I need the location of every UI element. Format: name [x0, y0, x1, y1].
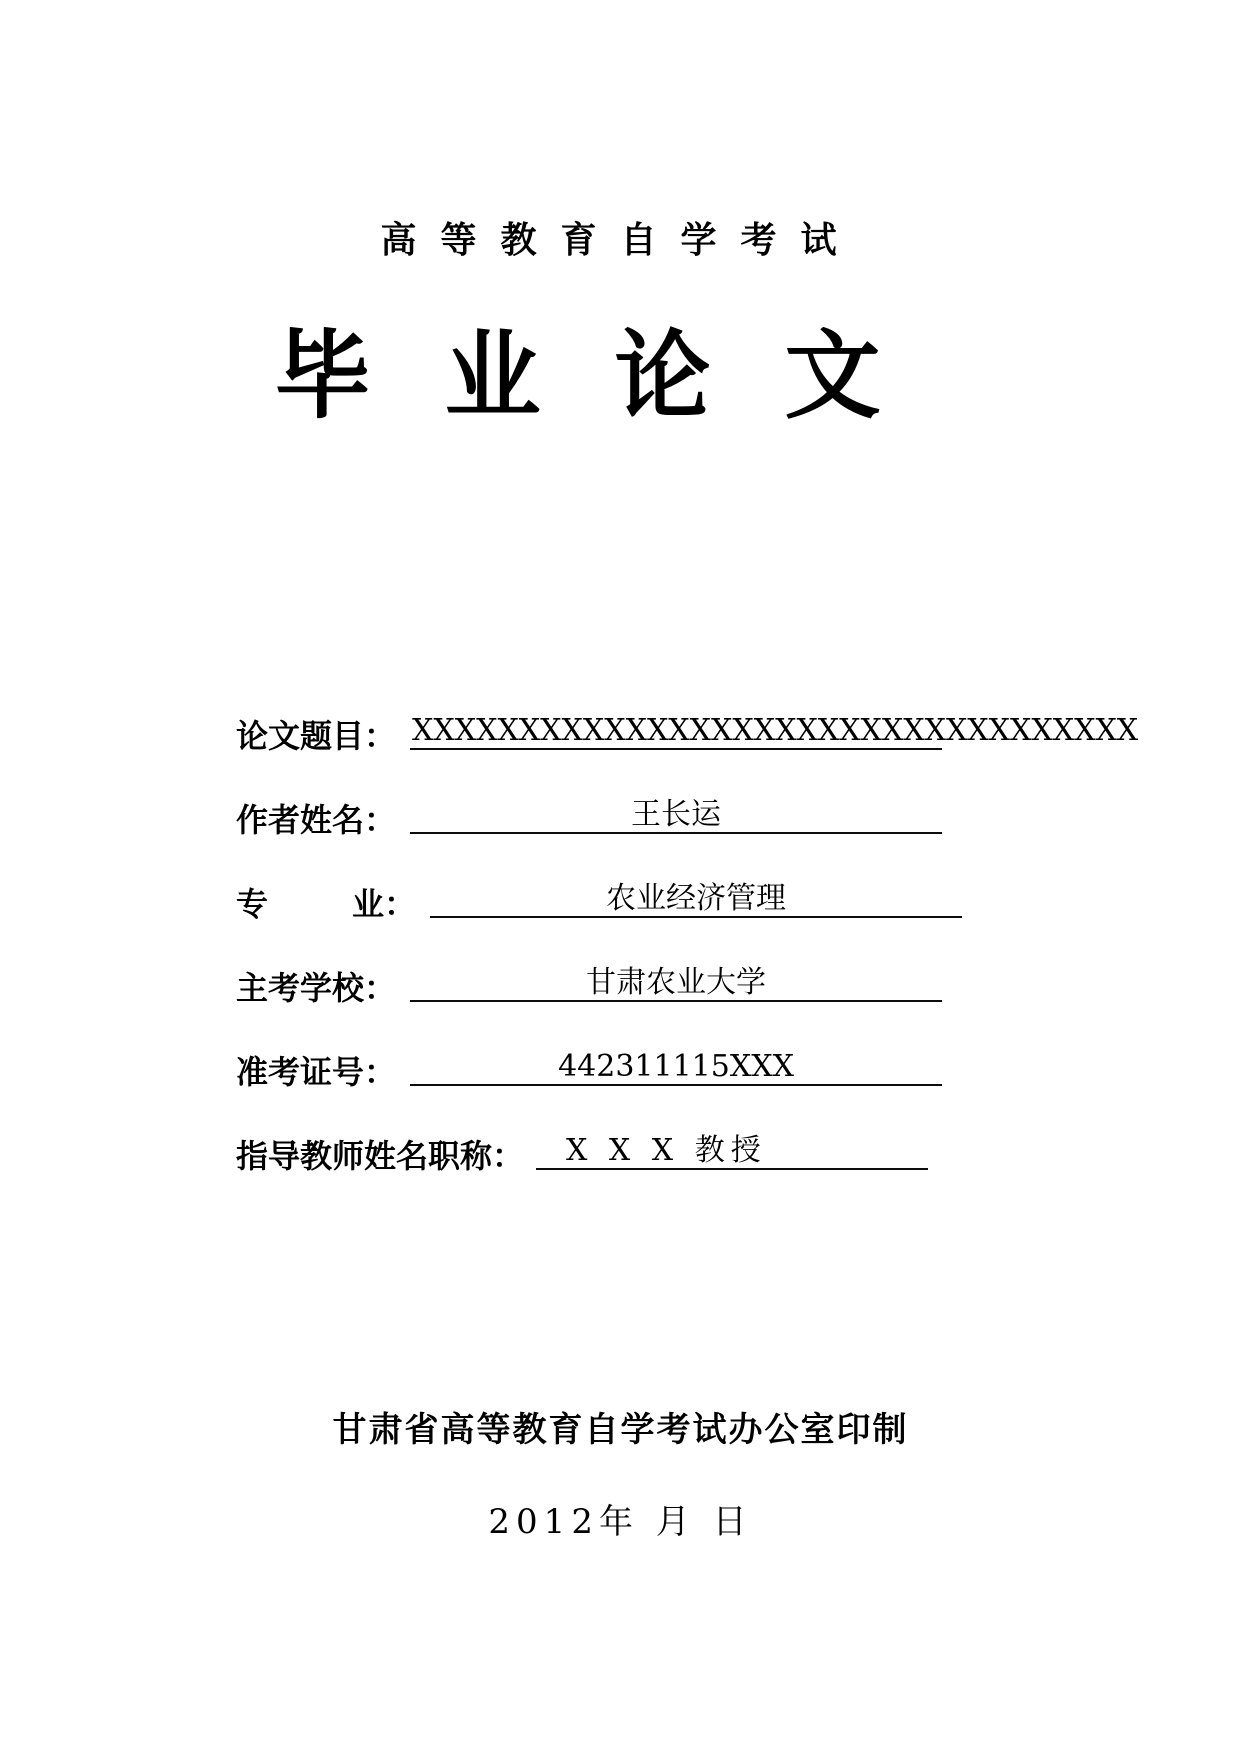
- exam-id-row: [236, 1004, 996, 1091]
- thesis-topic-row: [236, 668, 1139, 755]
- major-label-left: 专: [236, 885, 269, 923]
- major-row: [236, 836, 996, 923]
- advisor-label: 指导教师姓名职称：: [236, 1137, 525, 1175]
- major-label-right: 业：: [352, 885, 417, 923]
- author-name-label: 作者姓名：: [236, 801, 397, 839]
- thesis-topic-value: XXXXXXXXXXXXXXXXXXXXXXXXXXXXXXXXXX: [412, 713, 1139, 748]
- major-field: [430, 874, 962, 920]
- thesis-topic-field: [410, 706, 1139, 752]
- footer-organization: 甘肃省高等教育自学考试办公室印制: [332, 1410, 909, 1450]
- school-row: [236, 920, 996, 1007]
- advisor-row: [236, 1088, 996, 1175]
- advisor-value: X X X 教授: [566, 1133, 767, 1168]
- author-name-row: [236, 752, 996, 839]
- author-name-field: [410, 790, 942, 836]
- author-name-value: 王长运: [631, 797, 722, 832]
- exam-id-label: 准考证号：: [236, 1053, 397, 1091]
- school-field: [410, 958, 942, 1004]
- exam-id-value: 442311115XXX: [558, 1049, 794, 1084]
- major-value: 农业经济管理: [606, 881, 787, 916]
- exam-title: 高等教育自学考试: [380, 220, 861, 261]
- thesis-title: 毕业论文: [274, 319, 955, 432]
- footer-date: 2012年 月 日: [488, 1502, 753, 1542]
- cover-form: [236, 668, 1139, 1175]
- school-value: 甘肃农业大学: [586, 965, 767, 1000]
- thesis-topic-label: 论文题目：: [236, 717, 397, 755]
- advisor-field: [536, 1126, 928, 1172]
- major-label: [236, 885, 417, 923]
- exam-id-field: [410, 1042, 942, 1088]
- school-label: 主考学校：: [236, 969, 397, 1007]
